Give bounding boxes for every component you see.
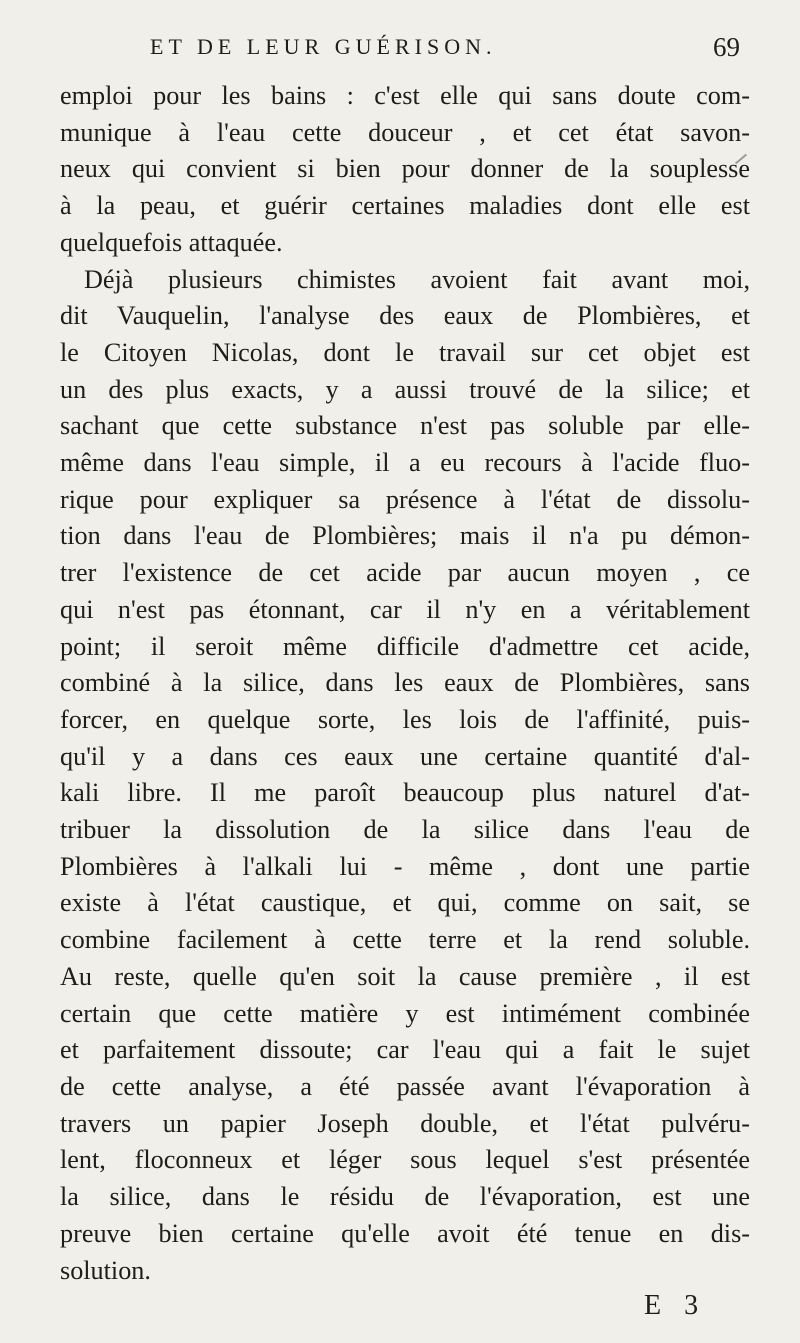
text-line: à la peau, et guérir certaines maladies dont elle est (60, 191, 750, 221)
text-line: qui n'est pas étonnant, car il n'y en a véritablement (60, 594, 750, 624)
text-line: preuve bien certaine qu'elle avoit été tenue en dis- (60, 1218, 750, 1248)
running-head-title: ET DE LEUR GUÉRISON. (150, 34, 497, 59)
text-line: travers un papier Joseph double, et l'état pulvéru- (60, 1108, 750, 1138)
text-line: forcer, en quelque sorte, les lois de l'affinité, puis- (60, 704, 750, 734)
text-line: tribuer la dissolution de la silice dans l'eau de (60, 815, 750, 845)
text-line: et parfaitement dissoute; car l'eau qui a fait le sujet (60, 1035, 750, 1065)
text-line: combiné à la silice, dans les eaux de Plombières, sans (60, 668, 750, 698)
text-line: dit Vauquelin, l'analyse des eaux de Plombières, et (60, 301, 750, 331)
text-line-indented: Déjà plusieurs chimistes avoient fait avant moi, (84, 264, 750, 294)
page-number: 69 (713, 32, 740, 62)
text-line: trer l'existence de cet acide par aucun moyen , ce (60, 558, 750, 588)
text-line: rique pour expliquer sa présence à l'état de dissolu- (60, 484, 750, 514)
signature-mark: E 3 (644, 1290, 707, 1321)
text-line: solution. (60, 1255, 151, 1285)
text-line: existe à l'état caustique, et qui, comme on sait, se (60, 888, 750, 918)
text-line: certain que cette matière y est intimément combinée (60, 998, 750, 1028)
text-line: kali libre. Il me paroît beaucoup plus naturel d'at- (60, 778, 750, 808)
text-line: combine facilement à cette terre et la rend soluble. (60, 925, 750, 955)
text-line: quelquefois attaquée. (60, 227, 283, 257)
text-line: la silice, dans le résidu de l'évaporation, est une (60, 1182, 750, 1212)
text-line: le Citoyen Nicolas, dont le travail sur cet objet est (60, 337, 750, 367)
text-line: tion dans l'eau de Plombières; mais il n'a pu démon- (60, 521, 750, 551)
text-line: même dans l'eau simple, il a eu recours à l'acide fluo- (60, 448, 750, 478)
text-line: neux qui convient si bien pour donner de la souplesse (60, 154, 750, 184)
text-line: lent, floconneux et léger sous lequel s'est présentée (60, 1145, 750, 1175)
text-line: point; il seroit même difficile d'admettre cet acide, (60, 631, 750, 661)
body-text (60, 78, 750, 1289)
text-line: Plombières à l'alkali lui - même , dont une partie (60, 851, 750, 881)
text-line: de cette analyse, a été passée avant l'évaporation à (60, 1071, 750, 1101)
text-line: sachant que cette substance n'est pas soluble par elle- (60, 411, 750, 441)
running-head (150, 26, 740, 66)
text-line: qu'il y a dans ces eaux une certaine quantité d'al- (60, 741, 750, 771)
text-line: un des plus exacts, y a aussi trouvé de la silice; et (60, 374, 750, 404)
text-line: emploi pour les bains : c'est elle qui sans doute com- (60, 81, 750, 110)
text-line: munique à l'eau cette douceur , et cet état savon- (60, 117, 750, 147)
text-line: Au reste, quelle qu'en soit la cause première , il est (60, 961, 750, 991)
